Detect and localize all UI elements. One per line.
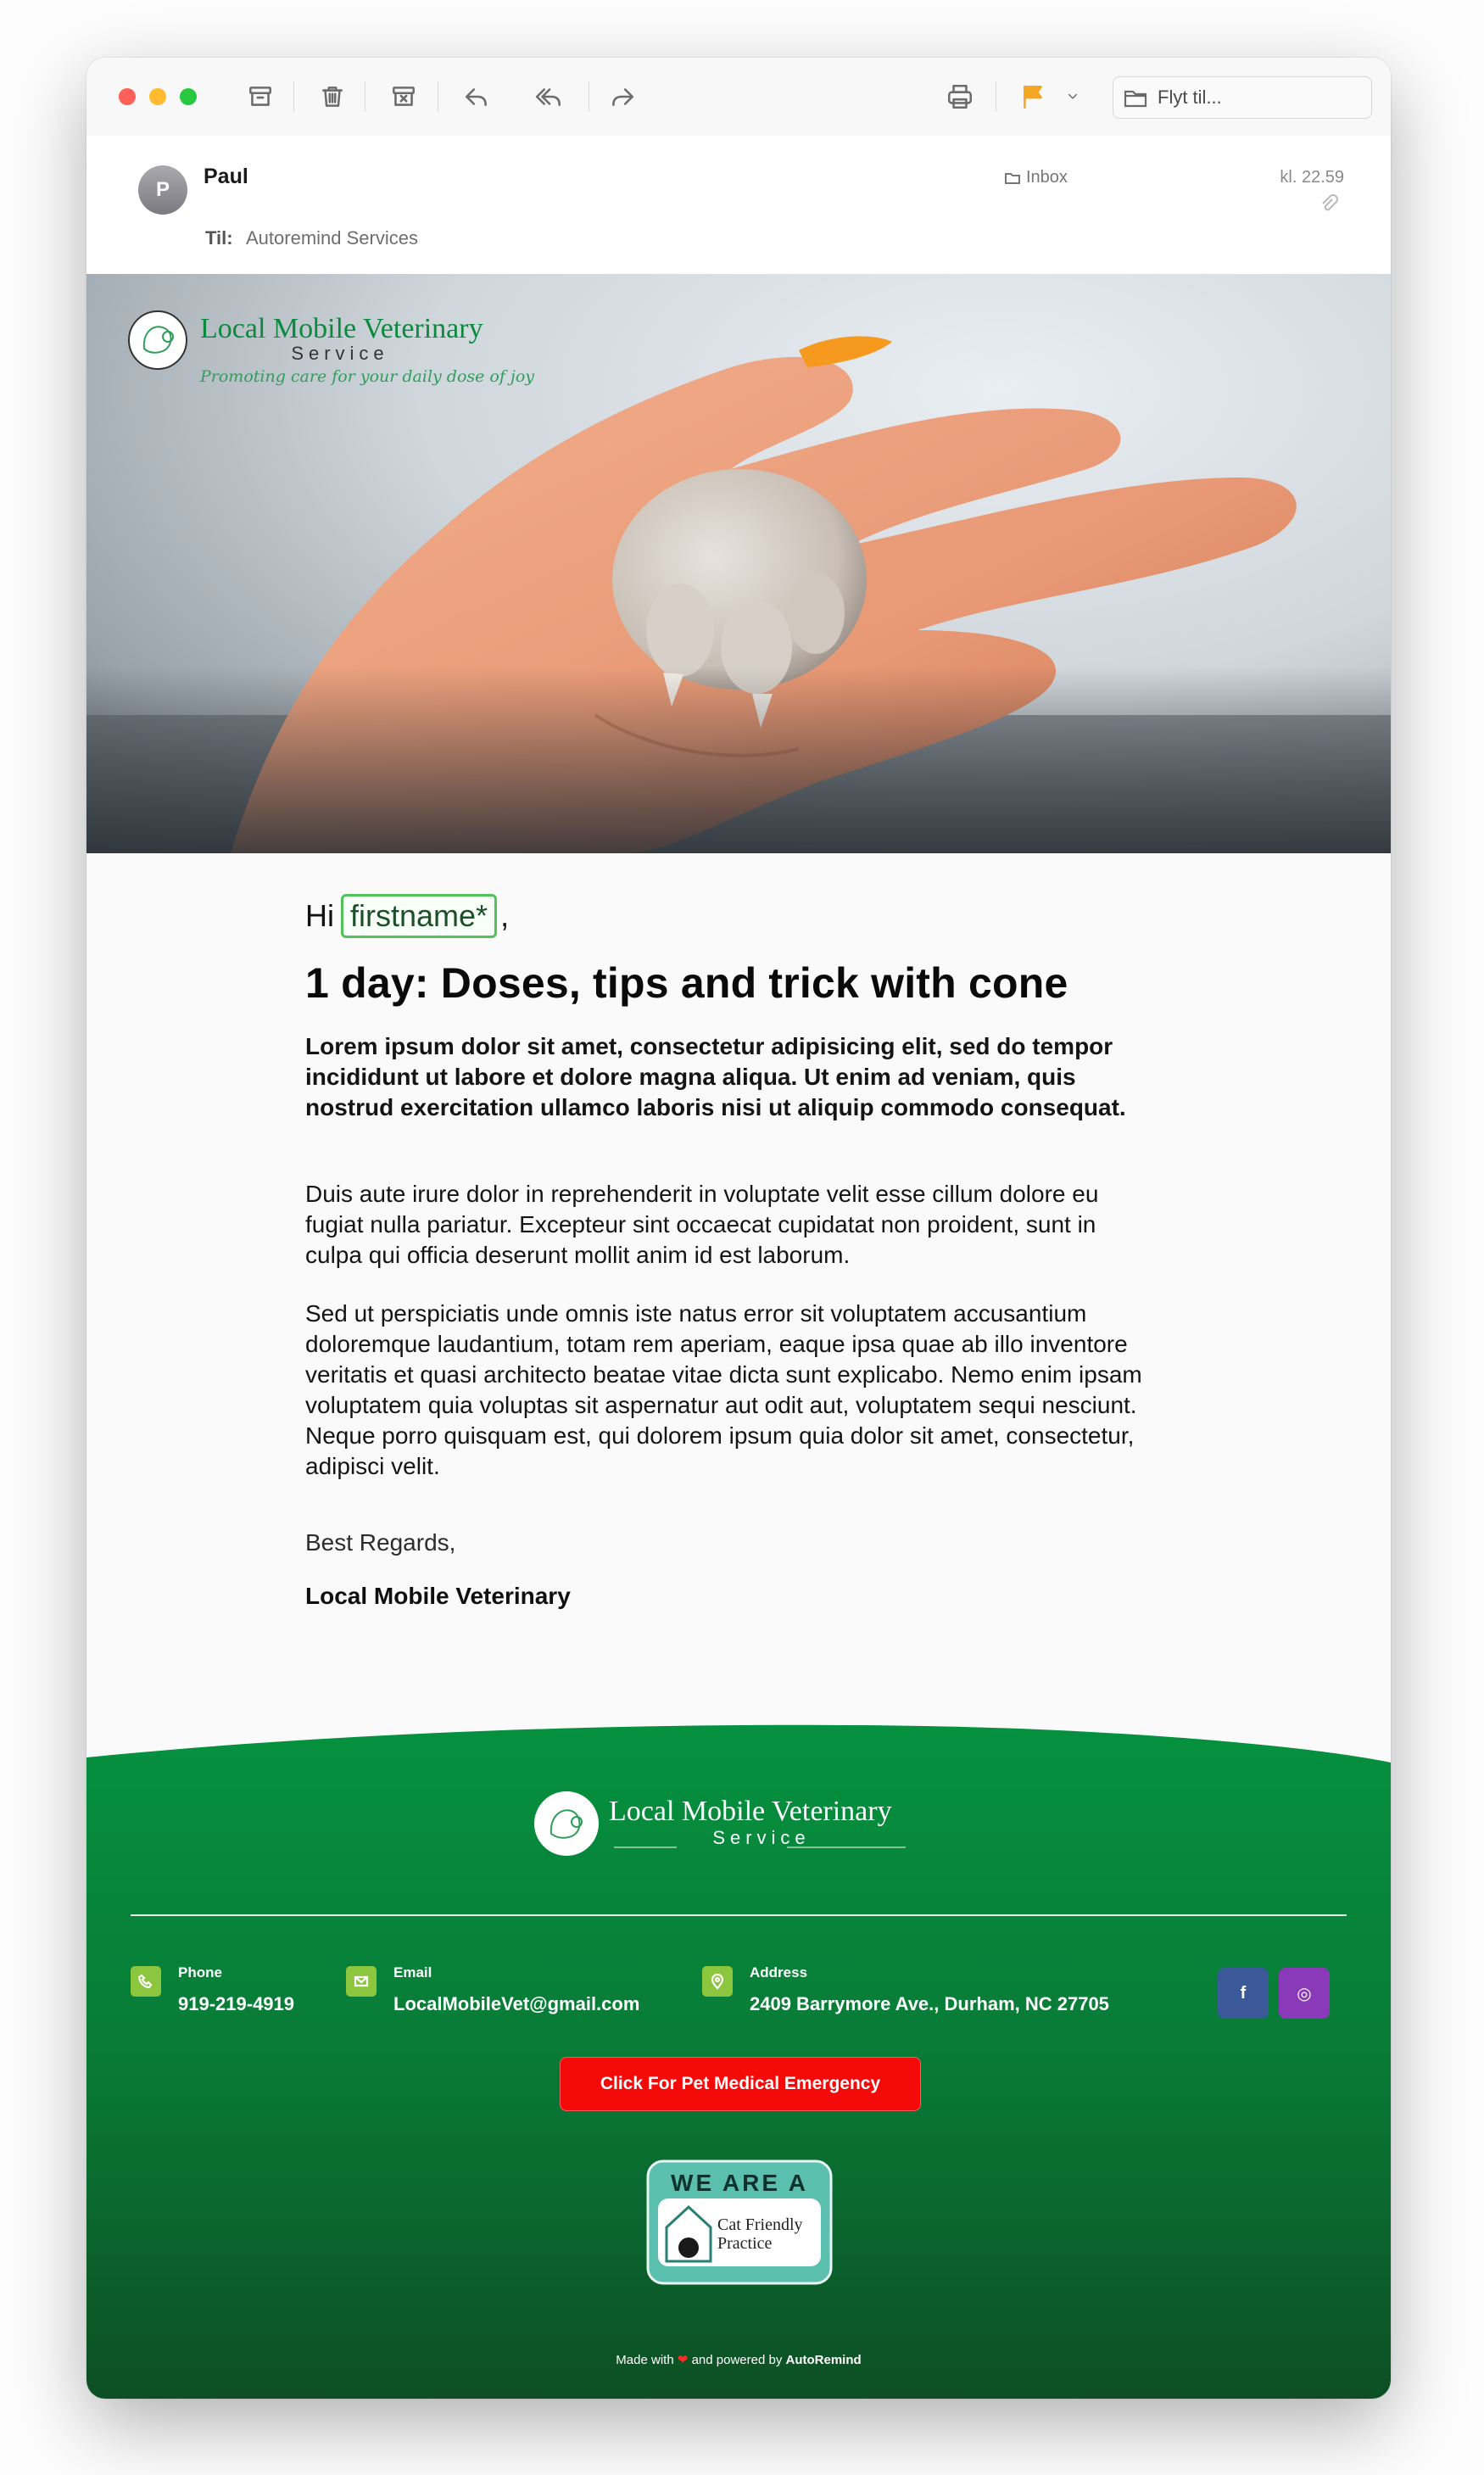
junk-icon[interactable] bbox=[387, 80, 421, 114]
brand-logo-text bbox=[200, 315, 534, 386]
facebook-glyph: f bbox=[1240, 1983, 1247, 2003]
toolbar bbox=[86, 58, 1391, 136]
hero-image bbox=[86, 274, 1391, 853]
folder-icon bbox=[1004, 170, 1021, 187]
attachment-icon[interactable] bbox=[1318, 193, 1340, 215]
email-footer bbox=[86, 1669, 1391, 2399]
body-paragraph: Sed ut perspiciatis unde omnis iste natus error sit voluptatem accusantium doloremque laudantium, totam rem aperiam, eaque ipsa quae ab illo inventore veritatis et quasi architecto beatae vitae dicta sunt explicabo. Nemo enim ipsam voluptatem quia voluptas sit aspernatur aut odit aut, voluptatem sequi nesciunt. Neque porro quisquam est, qui dolorem ipsum quia dolor sit amet, consectetur, adipisci velit. bbox=[305, 1300, 1142, 1479]
instagram-glyph: ◎ bbox=[1297, 1984, 1312, 2003]
brand-subname: Service bbox=[291, 343, 389, 364]
email-headline: 1 day: Doses, tips and trick with cone bbox=[305, 959, 1068, 1007]
archive-icon[interactable] bbox=[243, 80, 277, 114]
forward-icon[interactable] bbox=[605, 80, 639, 114]
location-icon bbox=[702, 1966, 733, 1997]
contact-value[interactable]: 919-219-4919 bbox=[178, 1993, 295, 2014]
print-icon[interactable] bbox=[943, 80, 977, 114]
to-label: Til: bbox=[205, 227, 233, 249]
contact-label: Email bbox=[393, 1964, 432, 1981]
avatar: P bbox=[138, 165, 187, 215]
mail-window bbox=[86, 58, 1391, 2399]
facebook-icon[interactable] bbox=[1218, 1968, 1269, 2019]
closing: Best Regards, bbox=[305, 1529, 456, 1556]
sender-name[interactable]: Paul bbox=[204, 165, 248, 188]
greeting bbox=[305, 894, 509, 938]
made-prefix: Made with bbox=[616, 2353, 674, 2367]
zoom-window-button[interactable] bbox=[180, 88, 197, 105]
footer-divider bbox=[131, 1914, 1347, 1916]
move-to-label: Flyt til... bbox=[1158, 87, 1222, 108]
made-with-footer bbox=[86, 2352, 1391, 2367]
minimize-window-button[interactable] bbox=[149, 88, 166, 105]
merge-tag-firstname[interactable]: firstname* bbox=[341, 894, 497, 938]
email-body bbox=[86, 853, 1391, 1771]
chevron-down-icon[interactable] bbox=[1060, 80, 1085, 114]
flag-icon[interactable] bbox=[1016, 80, 1050, 114]
intro-paragraph: Lorem ipsum dolor sit amet, consectetur adipisicing elit, sed do tempor incididunt ut labore et dolore magna aliqua. Ut enim ad veniam, quis nostrud exercitation ullamco laboris nisi ut aliquip commodo consequat. bbox=[305, 1033, 1126, 1120]
badge-line2: Cat Friendly bbox=[717, 2215, 803, 2234]
instagram-icon[interactable] bbox=[1279, 1968, 1330, 2019]
powered-by-brand[interactable]: AutoRemind bbox=[785, 2353, 862, 2367]
signature: Local Mobile Veterinary bbox=[305, 1583, 571, 1609]
greeting-suffix: , bbox=[500, 898, 510, 933]
email-icon bbox=[346, 1966, 377, 1997]
mailbox-label: Inbox bbox=[1026, 168, 1068, 187]
greeting-word: Hi bbox=[305, 898, 334, 933]
to-recipient[interactable]: Autoremind Services bbox=[246, 227, 418, 249]
made-middle: and powered by bbox=[691, 2353, 783, 2367]
footer-background bbox=[86, 1669, 1391, 2399]
footer-brand-subname: Service bbox=[712, 1827, 811, 1848]
contact-value[interactable]: LocalMobileVet@gmail.com bbox=[393, 1993, 640, 2014]
brand-name: Local Mobile Veterinary bbox=[200, 313, 483, 344]
phone-icon bbox=[131, 1966, 161, 1997]
contact-label: Phone bbox=[178, 1964, 222, 1981]
received-time: kl. 22.59 bbox=[1280, 168, 1344, 187]
folder-icon bbox=[1122, 84, 1149, 111]
contact-value[interactable]: 2409 Barrymore Ave., Durham, NC 27705 bbox=[750, 1993, 1109, 2014]
trash-icon[interactable] bbox=[315, 80, 349, 114]
move-to-field[interactable] bbox=[1113, 76, 1372, 119]
brand-tagline: Promoting care for your daily dose of joy bbox=[200, 367, 534, 386]
badge-line3: Practice bbox=[717, 2234, 773, 2253]
close-window-button[interactable] bbox=[119, 88, 136, 105]
mailbox-indicator[interactable] bbox=[1004, 168, 1068, 187]
contact-label: Address bbox=[750, 1964, 808, 1981]
heart-icon: ❤ bbox=[677, 2353, 689, 2367]
reply-all-icon[interactable] bbox=[532, 80, 566, 114]
cat-friendly-badge bbox=[646, 2159, 833, 2285]
message-header bbox=[86, 136, 1391, 274]
emergency-button[interactable]: Click For Pet Medical Emergency bbox=[560, 2057, 921, 2111]
badge-line1: WE ARE A bbox=[671, 2170, 808, 2196]
reply-icon[interactable] bbox=[460, 80, 494, 114]
body-paragraph: Duis aute irure dolor in reprehenderit in voluptate velit esse cillum dolore eu fugiat nulla pariatur. Excepteur sint occaecat cupidatat non proident, sunt in culpa qui officia deserunt mollit anim id est laborum. bbox=[305, 1181, 1099, 1268]
footer-brand-name: Local Mobile Veterinary bbox=[609, 1796, 892, 1827]
footer-logo-text bbox=[609, 1796, 914, 1849]
